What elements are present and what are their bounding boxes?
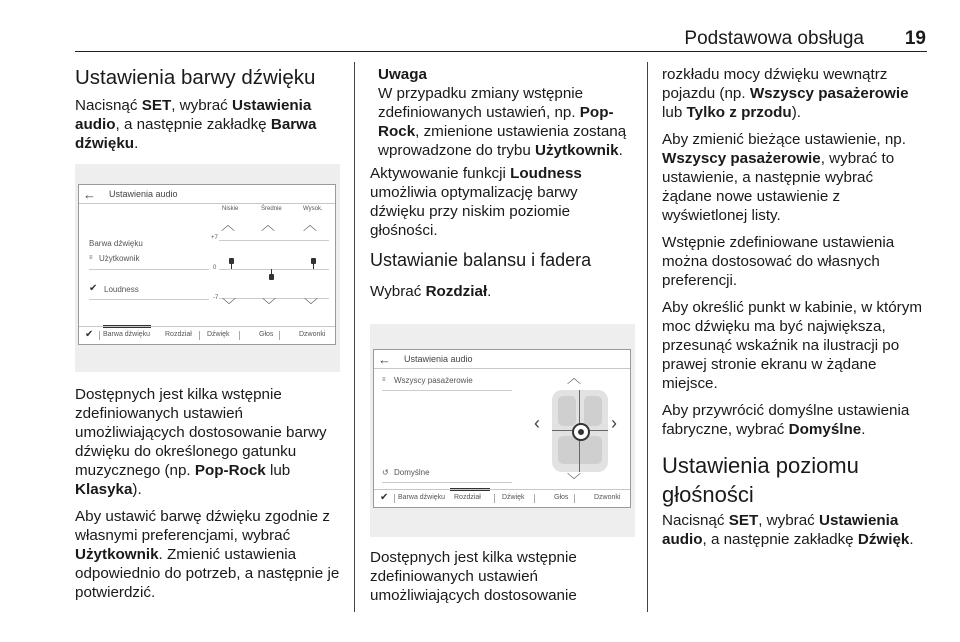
tab-voice[interactable]: Głos	[259, 331, 274, 338]
list-icon: ≡	[89, 255, 93, 261]
balance-fader-screen	[373, 349, 631, 508]
tab-sound[interactable]: Dźwięk	[207, 331, 230, 338]
eq-slider-knob[interactable]	[269, 274, 274, 280]
balance-fader-figure	[370, 324, 635, 537]
tone-settings-screen	[78, 184, 336, 345]
chevron-down-icon[interactable]: ﹀	[262, 297, 276, 313]
reset-icon: ↺	[382, 468, 389, 477]
divider	[382, 390, 512, 391]
default-option[interactable]: Domyślne	[394, 468, 430, 477]
column-1-lower	[75, 385, 345, 610]
column-2-lower	[370, 548, 635, 613]
scale-label: -7	[213, 295, 219, 301]
preset-item[interactable]: Wszyscy pasażerowie	[394, 376, 473, 385]
tab-voice[interactable]: Głos	[554, 494, 569, 501]
paragraph: Wstępnie zdefiniowane ustawienia można dostosować do własnych preferencji.	[662, 234, 895, 289]
band-label: Średnie	[261, 206, 282, 212]
chevron-down-icon[interactable]: ﹀	[222, 297, 236, 313]
band-label: Wysok.	[303, 206, 323, 212]
chevron-right-icon[interactable]: ›	[611, 413, 617, 433]
divider	[89, 269, 209, 270]
eq-slider-knob[interactable]	[311, 258, 316, 264]
checkmark-icon[interactable]: ✔	[89, 283, 98, 294]
chevron-up-icon[interactable]: ︿	[221, 217, 235, 233]
scale-label: +7	[211, 235, 218, 241]
screen-top-bar	[79, 185, 335, 204]
header-title: Podstawowa obsługa	[684, 28, 864, 49]
chevron-down-icon[interactable]: ﹀	[567, 472, 581, 488]
chevron-down-icon[interactable]: ﹀	[304, 297, 318, 313]
column-2	[370, 65, 635, 309]
tone-settings-figure	[75, 164, 340, 372]
chevron-left-icon[interactable]: ‹	[534, 413, 540, 433]
chevron-up-icon[interactable]: ︿	[261, 217, 275, 233]
gridline	[219, 240, 329, 241]
header-rule	[75, 51, 927, 52]
paragraph: Wybrać Rozdział.	[370, 283, 492, 300]
note-text: W przypadku zmiany wstępnie zdefiniowanych ustawień, np. Pop-Rock, zmienione ustawienia zostaną wprowadzone do trybu Użytkownik.	[378, 85, 627, 159]
tab-distribution[interactable]: Rozdział	[454, 494, 481, 501]
loudness-option[interactable]: Loudness	[104, 285, 139, 294]
eq-slider-knob[interactable]	[229, 258, 234, 264]
note-title: Uwaga	[378, 66, 427, 83]
column-1	[75, 65, 345, 161]
page-header	[75, 28, 928, 48]
tab-bar	[79, 326, 335, 344]
subheading: Ustawianie balansu i fadera	[370, 250, 592, 270]
screen-title: Ustawienia audio	[109, 189, 178, 199]
list-icon: ≡	[382, 377, 386, 383]
tab-ringtones[interactable]: Dzwonki	[594, 494, 621, 501]
paragraph: Aby przywrócić domyślne ustawienia fabryczne, wybrać Domyślne.	[662, 402, 910, 438]
note-box	[378, 65, 635, 160]
section-label: Barwa dźwięku	[89, 239, 143, 248]
back-arrow-icon[interactable]: ←	[378, 352, 391, 367]
column-divider	[354, 62, 355, 612]
column-3	[662, 65, 927, 557]
screen-title: Ustawienia audio	[404, 354, 473, 364]
paragraph: Dostępnych jest kilka wstępnie zdefiniowanych ustawień umożliwiających dostosowanie	[370, 549, 577, 604]
divider	[89, 299, 209, 300]
paragraph: Nacisnąć SET, wybrać Ustawienia audio, a następnie zakładkę Dźwięk.	[662, 512, 914, 548]
tab-sound[interactable]: Dźwięk	[502, 494, 525, 501]
chevron-up-icon[interactable]: ︿	[567, 370, 581, 386]
paragraph: Dostępnych jest kilka wstępnie zdefiniowanych ustawień umożliwiających dostosowanie barwy dźwięku do określonego gatunku muzycznego (np. Pop-Rock lub Klasyka).	[75, 386, 327, 498]
preset-item[interactable]: Użytkownik	[99, 254, 140, 263]
section-heading: Ustawienia poziomu głośności	[662, 453, 859, 507]
tab-ringtones[interactable]: Dzwonki	[299, 331, 326, 338]
confirm-check-icon[interactable]: ✔	[85, 329, 94, 340]
section-heading: Ustawienia barwy dźwięku	[75, 66, 316, 89]
paragraph: Nacisnąć SET, wybrać Ustawienia audio, a następnie zakładkę Barwa dźwięku.	[75, 97, 317, 152]
sound-focus-pointer[interactable]	[572, 423, 590, 441]
column-divider	[647, 62, 648, 612]
paragraph: rozkładu mocy dźwięku wewnątrz pojazdu (np. Wszyscy pasażerowie lub Tylko z przodu).	[662, 66, 909, 121]
gridline	[219, 269, 329, 270]
tab-bar	[374, 489, 630, 507]
tab-tone[interactable]: Barwa dźwięku	[103, 331, 151, 338]
band-label: Niskie	[222, 206, 239, 212]
back-arrow-icon[interactable]: ←	[83, 187, 96, 202]
tab-tone[interactable]: Barwa dźwięku	[398, 494, 446, 501]
screen-top-bar	[374, 350, 630, 369]
page-number: 19	[904, 28, 926, 49]
paragraph: Aby ustawić barwę dźwięku zgodnie z własnymi preferencjami, wybrać Użytkownik. Zmienić ustawienia odpowiednio do potrzeb, a następnie je potwierdzić.	[75, 508, 340, 601]
paragraph: Aby zmienić bieżące ustawienie, np. Wszyscy pasażerowie, wybrać to ustawienie, a następnie wybrać żądane nowe ustawienie z wyświetlonej listy.	[662, 131, 906, 224]
divider	[382, 482, 512, 483]
confirm-check-icon[interactable]: ✔	[380, 492, 389, 503]
paragraph: Aktywowanie funkcji Loudness umożliwia optymalizację barwy dźwięku przy niskim poziomie głośności.	[370, 165, 582, 239]
paragraph: Aby określić punkt w kabinie, w którym moc dźwięku ma być największa, przesunąć wskaźnik na ilustracji po prawej stronie ekranu w żądane miejsce.	[662, 299, 922, 392]
chevron-up-icon[interactable]: ︿	[303, 217, 317, 233]
scale-label: 0	[213, 265, 217, 271]
tab-distribution[interactable]: Rozdział	[165, 331, 192, 338]
